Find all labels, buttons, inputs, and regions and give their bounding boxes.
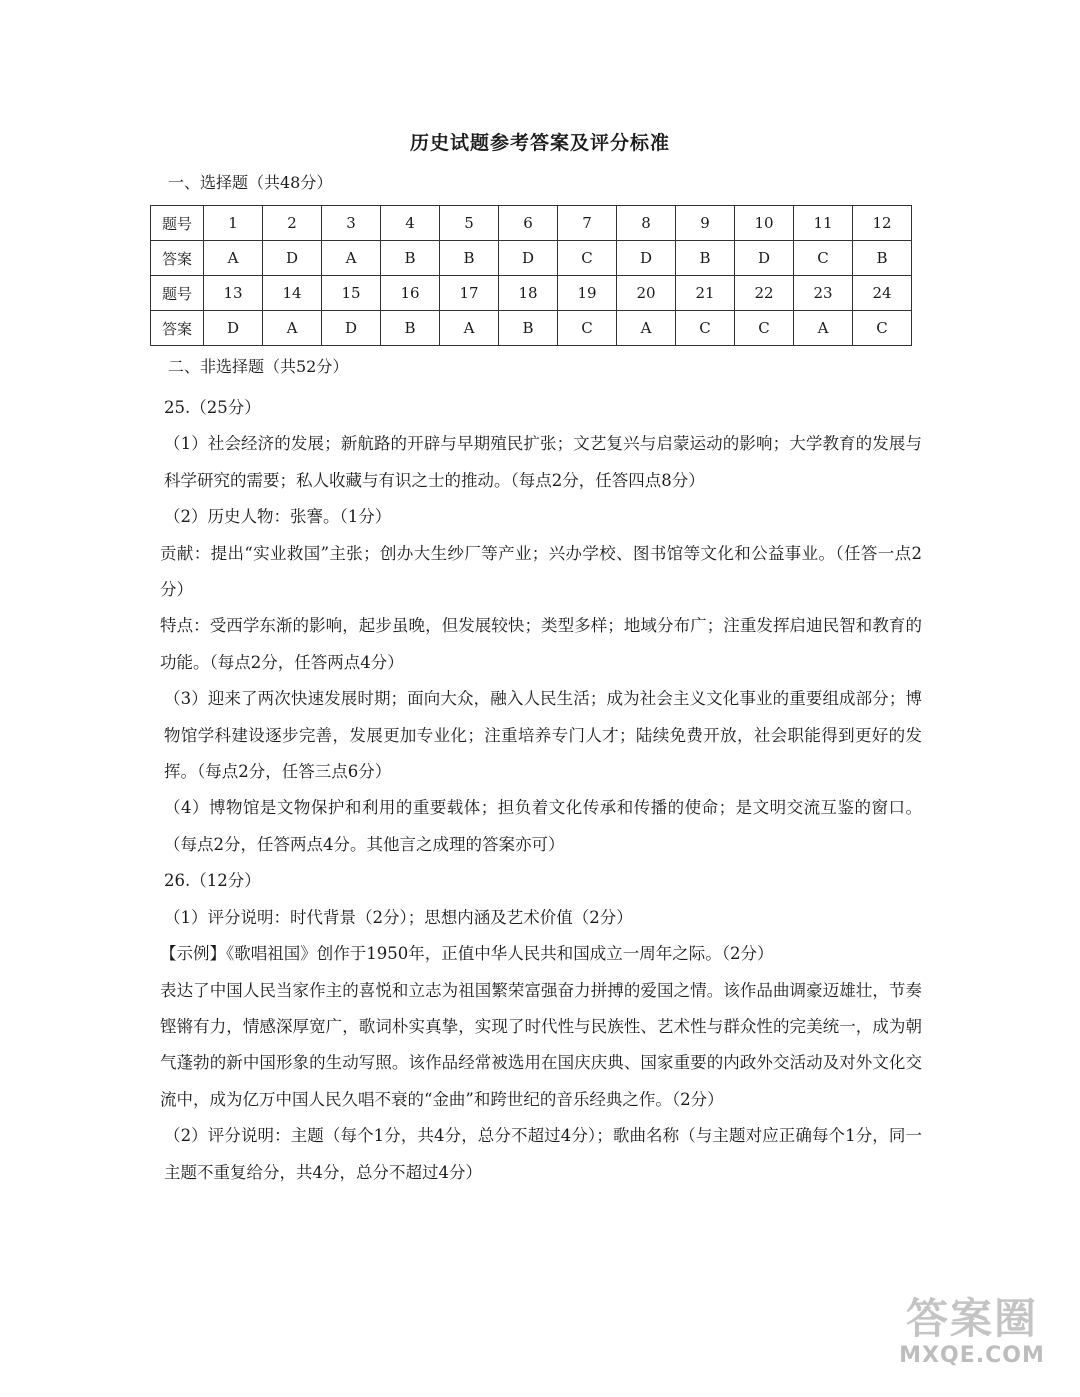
watermark-logo-text: 答案圈: [905, 1294, 1038, 1343]
table-cell: A: [617, 311, 676, 346]
table-cell: C: [558, 311, 617, 346]
table-cell: 2: [263, 206, 322, 241]
row-label: 题号: [151, 276, 204, 311]
table-cell: 6: [499, 206, 558, 241]
page-title: 历史试题参考答案及评分标准: [409, 132, 670, 154]
table-cell: C: [735, 311, 794, 346]
table-cell: A: [204, 241, 263, 276]
watermark-url: MXQE.COM: [899, 1343, 1045, 1368]
row-label: 答案: [151, 311, 204, 346]
question-25-heading: 25.（25分）: [164, 398, 261, 417]
table-cell: 10: [735, 206, 794, 241]
table-cell: B: [440, 241, 499, 276]
table-cell: A: [794, 311, 853, 346]
table-cell: 23: [794, 276, 853, 311]
q25-part3: （3）迎来了两次快速发展时期；面向大众，融入人民生活；成为社会主义文化事业的重要组成部分；博物馆学科建设逐步完善，发展更加专业化；注重培养专门人才；陆续免费开放，社会职能得到更好的发挥。（每点2分，任答三点6分）: [164, 689, 922, 782]
answer-table: [150, 205, 912, 346]
table-row: [151, 311, 912, 346]
table-cell: 17: [440, 276, 499, 311]
site-watermark: [884, 1295, 1060, 1379]
q26-part2-criteria: （2）评分说明：主题（每个1分，共4分，总分不超过4分）；歌曲名称（与主题对应正确每个1分，同一主题不重复给分，共4分，总分不超过4分）: [164, 1126, 922, 1182]
table-cell: B: [381, 311, 440, 346]
table-cell: B: [676, 241, 735, 276]
row-label: 题号: [151, 206, 204, 241]
q26-part1-analysis: 表达了中国人民当家作主的喜悦和立志为祖国繁荣富强奋力拼搏的爱国之情。该作品曲调豪迈雄壮，节奏铿锵有力，情感深厚宽广，歌词朴实真挚，实现了时代性与民族性、艺术性与群众性的完美统一，成为朝气蓬勃的新中国形象的生动写照。该作品经常被选用在国庆庆典、国家重要的内政外交活动及对外文化交流中，成为亿万中国人民久唱不衰的“金曲”和跨世纪的音乐经典之作。（2分）: [160, 980, 922, 1109]
table-cell: 15: [322, 276, 381, 311]
table-cell: C: [676, 311, 735, 346]
table-cell: 18: [499, 276, 558, 311]
row-label: 答案: [151, 241, 204, 276]
table-cell: D: [617, 241, 676, 276]
table-cell: B: [381, 241, 440, 276]
table-cell: 14: [263, 276, 322, 311]
q25-part1: （1）社会经济的发展；新航路的开辟与早期殖民扩张；文艺复兴与启蒙运动的影响；大学教育的发展与科学研究的需要；私人收藏与有识之士的推动。（每点2分，任答四点8分）: [164, 434, 922, 490]
table-row: [151, 206, 912, 241]
table-cell: C: [558, 241, 617, 276]
q25-part2-figure: （2）历史人物：张謇。（1分）: [164, 507, 392, 527]
table-cell: C: [794, 241, 853, 276]
table-cell: A: [440, 311, 499, 346]
table-cell: 9: [676, 206, 735, 241]
table-cell: 5: [440, 206, 499, 241]
table-cell: 3: [322, 206, 381, 241]
table-cell: 4: [381, 206, 440, 241]
table-cell: 21: [676, 276, 735, 311]
table-cell: D: [263, 241, 322, 276]
table-cell: A: [322, 241, 381, 276]
table-cell: 20: [617, 276, 676, 311]
table-cell: 13: [204, 276, 263, 311]
table-cell: D: [735, 241, 794, 276]
table-cell: 16: [381, 276, 440, 311]
table-cell: C: [853, 311, 912, 346]
section-heading-nonchoice: 二、非选择题（共52分）: [168, 357, 349, 376]
table-cell: 1: [204, 206, 263, 241]
table-cell: 12: [853, 206, 912, 241]
answer-body: [160, 390, 922, 1191]
table-cell: 7: [558, 206, 617, 241]
section-heading-choice: 一、选择题（共48分）: [168, 173, 333, 192]
table-cell: 8: [617, 206, 676, 241]
q26-part1-criteria: （1）评分说明：时代背景（2分）；思想内涵及艺术价值（2分）: [164, 907, 633, 927]
table-cell: D: [499, 241, 558, 276]
table-cell: 24: [853, 276, 912, 311]
q25-part2-features: 特点：受西学东渐的影响，起步虽晚，但发展较快；类型多样；地域分布广；注重发挥启迪民智和教育的功能。（每点2分，任答两点4分）: [160, 616, 922, 672]
table-cell: B: [499, 311, 558, 346]
table-cell: D: [322, 311, 381, 346]
table-cell: B: [853, 241, 912, 276]
table-cell: 19: [558, 276, 617, 311]
q26-part1-example: 【示例】《歌唱祖国》创作于1950年，正值中华人民共和国成立一周年之际。（2分）: [160, 944, 774, 964]
table-row: [151, 276, 912, 311]
table-cell: A: [263, 311, 322, 346]
table-cell: D: [204, 311, 263, 346]
question-26-heading: 26.（12分）: [164, 871, 261, 891]
q25-part2-contribution: 贡献：提出“实业救国”主张；创办大生纱厂等产业；兴办学校、图书馆等文化和公益事业。（任答一点2分）: [160, 543, 922, 600]
table-row: [151, 241, 912, 276]
table-cell: 22: [735, 276, 794, 311]
q25-part4: （4）博物馆是文物保护和利用的重要载体；担负着文化传承和传播的使命；是文明交流互鉴的窗口。（每点2分，任答两点4分。其他言之成理的答案亦可）: [164, 798, 922, 854]
table-cell: 11: [794, 206, 853, 241]
